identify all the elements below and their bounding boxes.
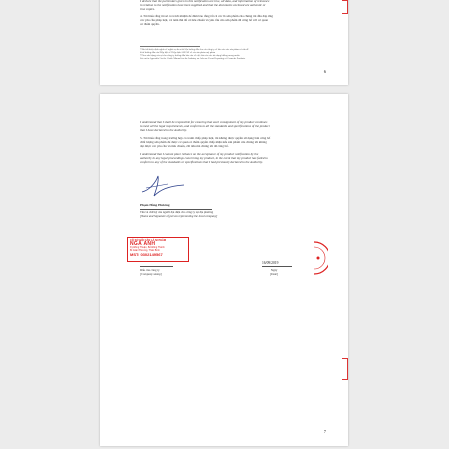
label-vn: Dấu của công ty: [140, 268, 160, 272]
page-number: 7: [323, 429, 326, 434]
document-page-7: [100, 94, 348, 446]
footnote-divider: [140, 46, 200, 47]
round-company-seal-fragment: [314, 240, 328, 276]
page7-vn-clause-5: [140, 136, 324, 148]
edge-seal-fragment: [342, 0, 348, 14]
page7-responsibility-text: [140, 120, 324, 132]
date-line: [262, 266, 292, 267]
caption-vn: Tên và chữ ký của người đại diện cho công ty tại địa phương: [140, 210, 214, 214]
company-stamp: [127, 237, 189, 262]
page6-footnotes: [140, 48, 330, 60]
caption-en: [Name and Signature of person representing the local company]: [140, 213, 218, 218]
signature-caption: [140, 211, 280, 219]
date-value: 16/09/2019: [262, 261, 279, 265]
text-line: chất lượng sản phẩm để được cơ quan có thẩm quyền chấp nhận nếu sản phẩm của chúng tôi không: [140, 140, 267, 145]
handwritten-signature: [138, 172, 188, 200]
stamp-tax-id: MST: 0302149567: [130, 252, 163, 258]
text-line: các yêu cầu pháp luật, và tuân thủ tất cả tiêu chuẩn và yêu cầu của sản phẩm đã công bố với cơ quan: [140, 18, 268, 23]
stamp-line: CÔ SỞ HỘI CẦN LÀ NI PHẦM: [130, 239, 167, 242]
text-line: 4. Tôi hiểu rằng tôi sẽ có trách nhiệm để đảm bảo rằng tất cả các lô sản phẩm của chúng tôi đều đáp ứng: [140, 14, 273, 18]
stamp-line: Kỳ Đồng Thuận, Bỏ Đồng Thành: [130, 246, 165, 250]
footnote-line: là từ hướng dẫn của Hiệp hội về Hiệp định ASEAN về các sản phẩm mỹ phẩm: [140, 51, 216, 54]
text-line: conform to any of the standards or specifications that I had previously declared to the Authority.: [140, 160, 263, 165]
stamp-line: Bì Giản Phương, Thân Bình: [130, 249, 160, 253]
text-line: 5. Tôi hiểu rằng trong trường hợp có tranh chấp pháp luật, tôi không được quyền sử dụng bản công bố: [140, 136, 271, 140]
footnote-line: ² Theo như dụng của sự cho công ty hướng dẫn báo cáo về việc báo cáo các tác dụng không mong muốn: [140, 54, 240, 57]
label-en: [Date]: [270, 271, 279, 276]
text-line: true copies.: [140, 7, 155, 12]
page-number: 6: [323, 69, 326, 74]
page6-vn-clause-4: [140, 14, 324, 26]
footnote-line: Set out in Appendix I to the Guide Manual for the Industry on Adverse Event Reporting of Cosmetic Products: [140, 57, 246, 60]
signer-name: Phạm Hồng Phương: [140, 203, 170, 207]
text-line: I declare that the particulars given in this notification are true, all data, and information of relevance: [140, 0, 270, 3]
edge-seal-fragment: [342, 358, 348, 380]
text-line: I understand that I cannot place reliance on the acceptance of my product notification by the: [140, 152, 259, 156]
label-en: [Company stamp]: [140, 271, 162, 276]
text-line: có thẩm quyền.: [140, 22, 160, 27]
document-page-6: [100, 0, 348, 85]
text-line: that I have declared to the Authority.: [140, 128, 187, 133]
label-vn: Ngày: [270, 268, 278, 272]
page6-declaration-text: [140, 0, 324, 11]
company-stamp-label: [140, 269, 162, 277]
text-line: in relation to the notification have been supplied and that the documents enclosed are authentic or: [140, 3, 266, 8]
text-line: to meet all the legal requirements, and conforms to all the standards and specifications of the product: [140, 124, 270, 129]
page7-reliance-text: [140, 152, 324, 164]
text-line: I understand that I shall be responsible for ensuring that each consignment of my product continues: [140, 120, 268, 124]
stamp-line: NGÁ ANH: [130, 241, 156, 247]
footnote-line: ¹ Như đã được định nghĩa về nghĩa vụ theo tài liệu hướng dẫn cho các công ty về báo cáo các sản phẩm có vấn đề: [140, 48, 249, 51]
text-line: đạt được các yêu cầu và tiêu chuẩn, chỉ tiêu mà chúng tôi đã công bố.: [140, 144, 229, 149]
date-label: [270, 269, 278, 277]
text-line: authority in any legal proceedings concerning my product, in the event that my product has failed to: [140, 156, 268, 161]
company-stamp-line: [140, 266, 173, 267]
